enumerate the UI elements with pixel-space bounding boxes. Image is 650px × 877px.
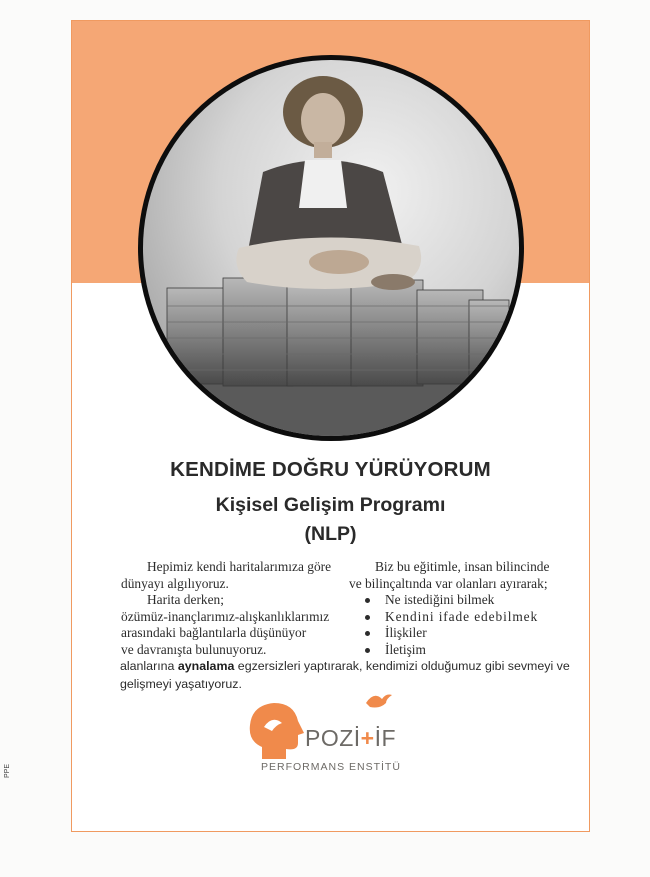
list-item: Ne istediğini bilmek: [349, 592, 589, 609]
photo-illustration: [143, 60, 519, 436]
left-text-column: [121, 559, 341, 658]
right-intro-line: Biz bu eğitimle, insan bilincinde: [375, 559, 550, 574]
main-title: KENDİME DOĞRU YÜRÜYORUM: [170, 458, 491, 481]
right-intro-line: ve bilinçaltında var olanları ayırarak;: [349, 575, 548, 591]
bullet-icon: [365, 648, 370, 653]
closing-paragraph: alanlarına aynalama egzersizleri yaptırarak, kendimizi olduğumuz gibi sevmeyi ve gelişmeyi yaşatıyoruz.: [120, 659, 570, 691]
circular-photo-frame: [138, 55, 524, 441]
bullet-icon: [365, 615, 370, 620]
side-code: PPE: [4, 763, 11, 778]
bullet-icon: [365, 631, 370, 636]
program-abbreviation: (NLP): [304, 523, 357, 545]
goals-list: [349, 592, 589, 658]
logo-wordmark: POZİ+İF: [305, 725, 397, 751]
woman-on-paper-stacks-photo: [143, 60, 519, 436]
left-line: Hepimiz kendi haritalarımıza göre: [147, 559, 332, 574]
flyer-frame: [71, 20, 590, 832]
left-line: özümüz-inançlarımız-alışkanlıklarımız: [121, 608, 330, 624]
list-item: Kendini ifade edebilmek: [349, 609, 589, 626]
emphasis-word: aynalama: [177, 659, 235, 673]
left-line: Harita derken;: [147, 592, 224, 607]
seated-woman-figure: [236, 76, 421, 290]
right-text-column: [349, 559, 589, 658]
program-subtitle: Kişisel Gelişim Programı: [215, 494, 446, 516]
dove-icon: [364, 689, 394, 713]
pozitif-logo: [242, 689, 462, 789]
logo-subtitle: PERFORMANS ENSTİTÜ: [261, 761, 401, 773]
list-item: İlişkiler: [349, 625, 589, 642]
left-line: arasındaki bağlantılarla düşünüyor: [121, 625, 307, 640]
plus-icon: +: [360, 725, 375, 751]
head-silhouette-icon: [242, 695, 312, 765]
bullet-icon: [365, 598, 370, 603]
left-line: dünyayı algılıyoruz.: [121, 575, 229, 591]
list-item: İletişim: [349, 642, 589, 659]
left-line: ve davranışta bulunuyoruz.: [121, 641, 267, 657]
